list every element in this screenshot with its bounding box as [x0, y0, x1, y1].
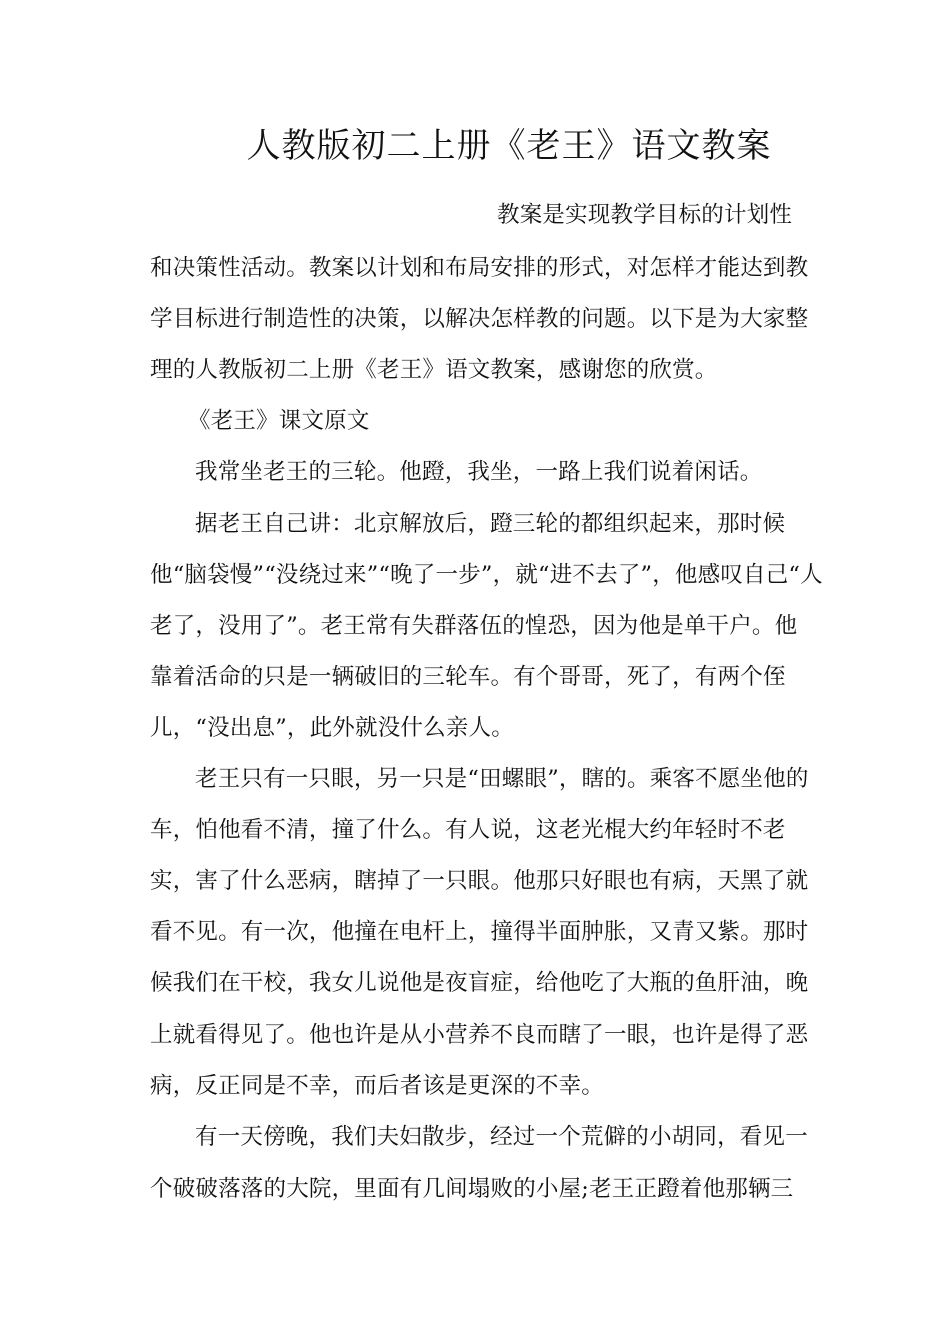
text-line: 我常坐老王的三轮。他蹬，我坐，一路上我们说着闲话。: [195, 459, 763, 485]
text-line: 个破破落落的大院，里面有几间塌败的小屋;老王正蹬着他那辆三: [150, 1176, 794, 1202]
text-line: 实，害了什么恶病，瞎掉了一只眼。他那只好眼也有病，天黑了就: [150, 868, 809, 894]
text-line: 车，怕他看不清，撞了什么。有人说，这老光棍大约年轻时不老: [150, 817, 786, 843]
document-title: 人教版初二上册《老王》语文教案: [246, 126, 772, 166]
text-line: 他“脑袋慢”“没绕过来”“晚了一步”，就“进不去了”，他感叹自己“人: [150, 562, 823, 588]
text-line: 和决策性活动。教案以计划和布局安排的形式，对怎样才能达到教: [150, 255, 809, 281]
text-line: 上就看得见了。他也许是从小营养不良而瞎了一眼，也许是得了恶: [150, 1022, 809, 1048]
text-line: 看不见。有一次，他撞在电杆上，撞得半面肿胀，又青又紫。那时: [150, 919, 809, 945]
text-line: 教案是实现教学目标的计划性: [497, 202, 793, 228]
text-line: 靠着活命的只是一辆破旧的三轮车。有个哥哥，死了，有两个侄: [150, 664, 786, 690]
text-line: 候我们在干校，我女儿说他是夜盲症，给他吃了大瓶的鱼肝油，晚: [150, 970, 809, 996]
text-line: 学目标进行制造性的决策，以解决怎样教的问题。以下是为大家整: [150, 306, 809, 332]
text-line: 理的人教版初二上册《老王》语文教案，感谢您的欣赏。: [150, 357, 718, 383]
text-line: 老王只有一只眼，另一只是“田螺眼”，瞎的。乘客不愿坐他的: [195, 766, 809, 792]
text-line: 病，反正同是不幸，而后者该是更深的不幸。: [150, 1073, 605, 1099]
section-heading: 《老王》课文原文: [188, 408, 370, 434]
text-line: 有一天傍晚，我们夫妇散步，经过一个荒僻的小胡同，看见一: [195, 1124, 808, 1150]
text-line: 老了，没用了”。老王常有失群落伍的惶恐，因为他是单干户。他: [150, 613, 798, 639]
text-line: 据老王自己讲：北京解放后，蹬三轮的都组织起来，那时候: [195, 511, 786, 537]
text-line: 儿，“没出息”，此外就没什么亲人。: [150, 715, 514, 741]
